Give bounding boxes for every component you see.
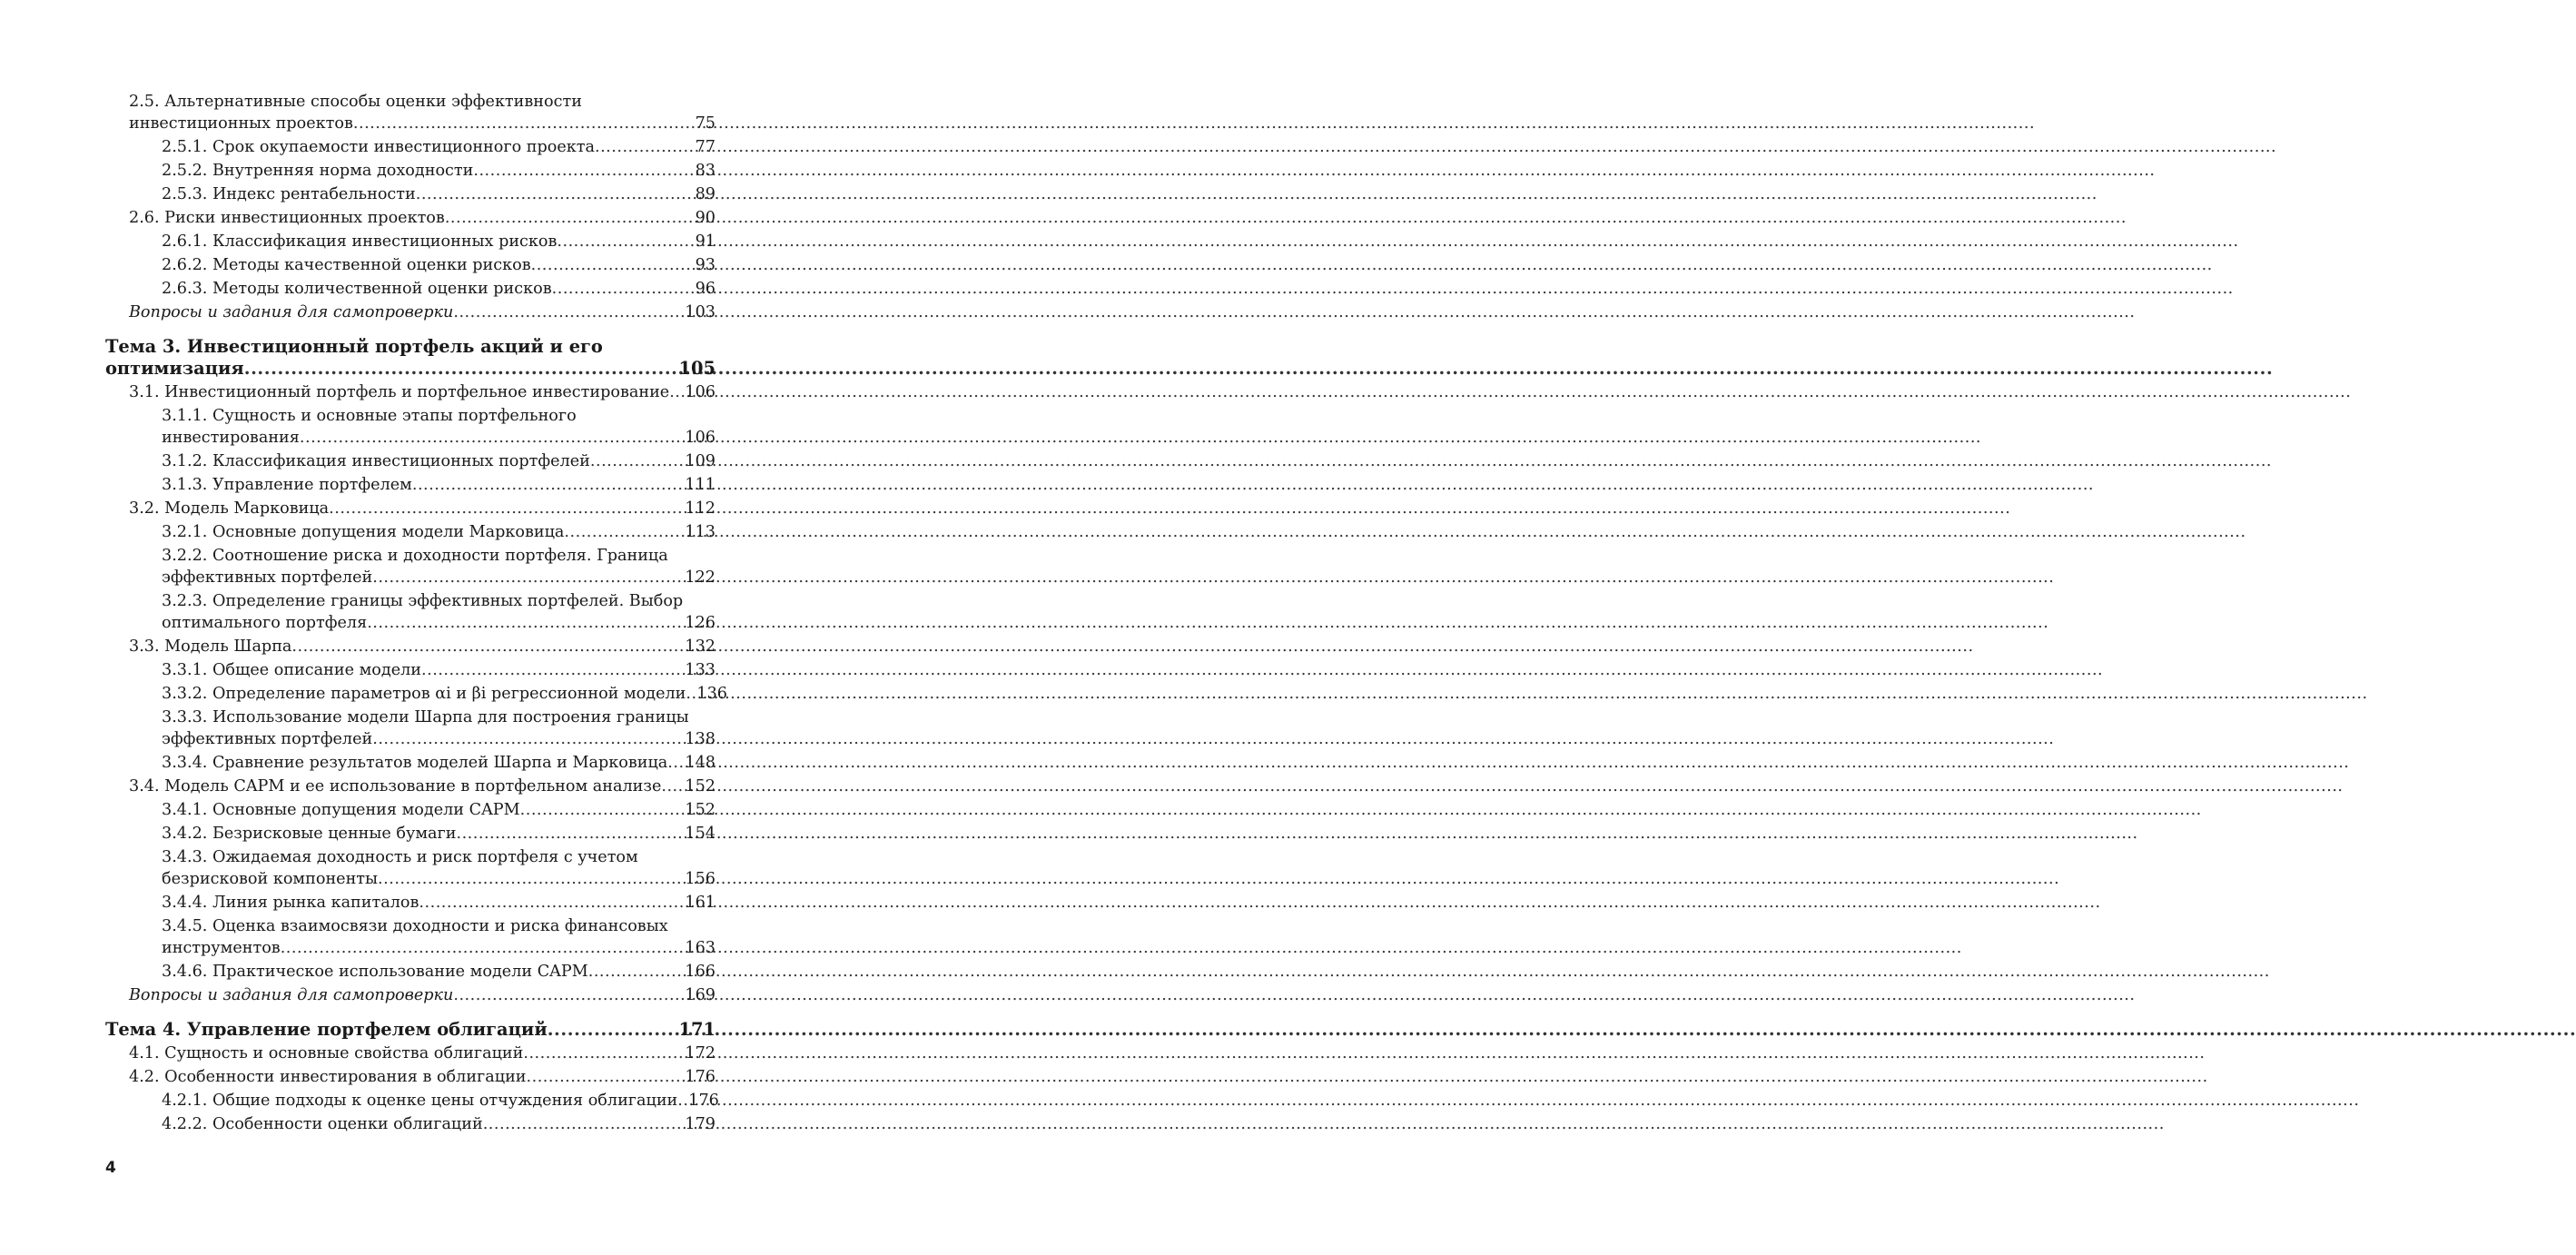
dot-leader [590, 450, 682, 472]
toc-entry [105, 846, 716, 890]
toc-entry [105, 207, 716, 229]
toc-entry-page: 111 [685, 476, 716, 494]
toc-entry-title: инвестирования [162, 429, 300, 447]
toc-entry [105, 498, 716, 519]
toc-entry-line [105, 1019, 716, 1041]
toc-entry-page: 109 [685, 452, 716, 470]
dot-leader [588, 961, 682, 983]
toc-entry-page: 75 [695, 114, 716, 133]
toc-entry-line [162, 1090, 719, 1112]
toc-entry-line [162, 937, 716, 959]
toc-entry-title: 3.2.1. Основные допущения модели Марковица [162, 523, 565, 541]
toc-entry-page: 152 [685, 777, 716, 795]
dot-leader [412, 474, 682, 496]
toc-entry-title: 2.6.1. Классификация инвестиционных рисков [162, 232, 558, 251]
toc-entry-title: 3.1.3. Управление портфелем [162, 476, 412, 494]
toc-entry-page: 122 [685, 568, 716, 587]
toc-entry-page: 106 [685, 383, 716, 401]
toc-entry-page: 126 [685, 614, 716, 632]
toc-entry [105, 1019, 716, 1041]
toc-entry-line [162, 545, 716, 567]
toc-entry [105, 636, 716, 657]
dot-leader [531, 254, 692, 276]
toc-entry [105, 659, 716, 681]
toc-entry-title: 3.4. Модель CAPM и ее использование в портфельном анализе [129, 777, 662, 795]
toc-entry-page: 169 [685, 986, 716, 1004]
toc-entry-title: 3.2. Модель Марковица [129, 499, 330, 518]
dot-leader [520, 799, 682, 821]
toc-entry-page: 105 [678, 358, 716, 379]
toc-entry [105, 1113, 716, 1135]
toc-entry-line [162, 915, 716, 937]
dot-leader [372, 728, 681, 750]
toc-entry-title: безрисковой компоненты [162, 870, 379, 888]
toc-entry [105, 892, 716, 914]
toc-entry-page: 161 [685, 894, 716, 912]
toc-entry-title: 2.6. Риски инвестиционных проектов [129, 209, 445, 227]
toc-entry-title: эффективных портфелей [162, 568, 373, 587]
toc-entry [105, 915, 716, 959]
toc-entry-line [129, 91, 716, 113]
toc-entry-page: 176 [685, 1068, 716, 1086]
dot-leader [456, 823, 681, 845]
dot-leader [372, 567, 681, 588]
toc-entry-title: 4.2. Особенности инвестирования в облигации [129, 1068, 527, 1086]
dot-leader [523, 1043, 681, 1064]
dot-leader [557, 231, 691, 252]
dot-leader [445, 207, 692, 229]
toc-entry-title: 3.3.1. Общее описание модели [162, 661, 422, 679]
toc-entry [105, 1090, 719, 1112]
toc-entry-page: 171 [678, 1019, 716, 1040]
toc-entry-line [162, 799, 716, 821]
toc-entry-line [162, 659, 716, 681]
toc-entry-title: 3.1. Инвестиционный портфель и портфельное инвестирование [129, 383, 670, 401]
dot-leader [453, 984, 681, 1006]
toc-entry [105, 1043, 716, 1064]
toc-entry [105, 984, 716, 1006]
dot-leader [527, 1066, 682, 1088]
toc-entry-title: 3.4.6. Практическое использование модели CAPM [162, 963, 588, 981]
dot-leader [661, 776, 681, 797]
toc-entry-line [105, 336, 716, 358]
toc-entry-page: 154 [685, 825, 716, 843]
toc-entry-page: 163 [685, 939, 716, 957]
toc-entry-line [162, 868, 716, 890]
toc-entry [105, 1066, 716, 1088]
toc-entry-line [162, 612, 716, 634]
toc-entry-line [162, 846, 716, 868]
dot-leader [595, 136, 692, 158]
toc-entry-title: эффективных портфелей [162, 730, 373, 748]
toc-entry [105, 301, 716, 323]
toc-entry-page: 132 [685, 637, 716, 656]
toc-entry-line [129, 301, 716, 323]
table-of-contents [105, 91, 728, 1135]
toc-entry-title: 2.5.1. Срок окупаемости инвестиционного проекта [162, 138, 595, 156]
dot-leader [367, 612, 681, 634]
toc-entry-line [162, 892, 716, 914]
toc-entry-title: 3.3. Модель Шарпа [129, 637, 292, 656]
toc-entry-title: Вопросы и задания для самопроверки [129, 303, 454, 321]
dot-leader [244, 358, 676, 380]
toc-entry-line [162, 405, 716, 427]
toc-entry-page: 138 [685, 730, 716, 748]
toc-entry-line [129, 113, 716, 134]
dot-leader [552, 278, 692, 300]
toc-entry [105, 823, 716, 845]
toc-entry-line [129, 207, 716, 229]
dot-leader [564, 521, 681, 543]
toc-entry [105, 91, 716, 134]
dot-leader [421, 659, 681, 681]
toc-entry-line [162, 823, 716, 845]
toc-entry-line [162, 474, 716, 496]
toc-entry-title: 3.3.3. Использование модели Шарпа для построения границы [162, 708, 689, 726]
toc-entry-title: оптимального портфеля [162, 614, 368, 632]
toc-entry-title: 2.6.2. Методы качественной оценки рисков [162, 256, 531, 274]
dot-leader [667, 752, 681, 774]
toc-entry-page: 103 [685, 303, 716, 321]
toc-entry [105, 278, 716, 300]
dot-leader [453, 301, 681, 323]
toc-entry-title: 2.5.3. Индекс рентабельности [162, 185, 416, 203]
toc-entry [105, 752, 716, 774]
toc-entry-page: 89 [695, 185, 716, 203]
toc-entry-title: 2.6.3. Методы количественной оценки рисков [162, 280, 552, 298]
toc-entry-page: 77 [695, 138, 716, 156]
toc-entry-page: 166 [685, 963, 716, 981]
toc-entry-title: Тема 3. Инвестиционный портфель акций и его [105, 336, 603, 357]
toc-entry-page: 172 [685, 1044, 716, 1062]
toc-entry [105, 545, 716, 588]
toc-entry-title: 2.5. Альтернативные способы оценки эффективности [129, 93, 582, 111]
toc-entry [105, 450, 716, 472]
dot-leader [686, 683, 693, 705]
dot-leader [416, 183, 692, 205]
toc-entry-title: Тема 4. Управление портфелем облигаций [105, 1019, 548, 1040]
toc-entry-page: 136 [696, 685, 728, 703]
dot-leader [669, 381, 681, 403]
dot-leader [281, 937, 682, 959]
toc-entry-title: 4.1. Сущность и основные свойства облигаций [129, 1044, 524, 1062]
toc-entry [105, 799, 716, 821]
toc-entry-page: 133 [685, 661, 716, 679]
toc-entry-line [105, 358, 716, 380]
toc-entry-line [162, 961, 716, 983]
toc-entry-line [162, 231, 716, 252]
toc-entry-title: 2.5.2. Внутренняя норма доходности [162, 162, 474, 180]
toc-entry-line [162, 521, 716, 543]
toc-entry [105, 405, 716, 449]
toc-entry [105, 183, 716, 205]
toc-entry [105, 160, 716, 182]
dot-leader [483, 1113, 682, 1135]
toc-entry [105, 707, 716, 750]
toc-entry [105, 381, 716, 403]
toc-entry [105, 521, 716, 543]
toc-entry-page: 113 [685, 523, 716, 541]
toc-entry-page: 152 [685, 801, 716, 819]
toc-entry-title: инвестиционных проектов [129, 114, 353, 133]
dot-leader [677, 1090, 685, 1112]
toc-entry-line [129, 1043, 716, 1064]
toc-entry-line [129, 381, 716, 403]
page-number: 4 [105, 1159, 116, 1177]
toc-entry-line [162, 683, 728, 705]
toc-entry-line [162, 160, 716, 182]
toc-entry-page: 91 [695, 232, 716, 251]
toc-entry-title: 3.4.4. Линия рынка капиталов [162, 894, 419, 912]
toc-entry-line [162, 136, 716, 158]
toc-entry-line [129, 498, 716, 519]
toc-entry-title: 3.4.3. Ожидаемая доходность и риск портфеля с учетом [162, 848, 638, 866]
toc-entry [105, 136, 716, 158]
toc-entry-title: оптимизация [105, 358, 244, 379]
toc-entry-page: 90 [695, 209, 716, 227]
toc-entry [105, 336, 716, 380]
toc-entry-title: 3.1.2. Классификация инвестиционных портфелей [162, 452, 590, 470]
toc-entry-line [129, 776, 716, 797]
toc-entry-line [162, 254, 716, 276]
dot-leader [473, 160, 691, 182]
dot-leader [353, 113, 692, 134]
toc-entry [105, 474, 716, 496]
toc-entry-title: Вопросы и задания для самопроверки [129, 986, 454, 1004]
toc-entry [105, 683, 728, 705]
toc-entry-title: 3.3.4. Сравнение результатов моделей Шарпа и Марковица [162, 754, 668, 772]
toc-entry-line [162, 450, 716, 472]
toc-entry-title: 3.1.1. Сущность и основные этапы портфельного [162, 407, 577, 425]
toc-entry-line [162, 567, 716, 588]
toc-entry-page: 112 [685, 499, 716, 518]
toc-entry-page: 148 [685, 754, 716, 772]
toc-entry-page: 83 [695, 162, 716, 180]
toc-entry-title: 3.2.2. Соотношение риска и доходности портфеля. Граница [162, 547, 668, 565]
toc-entry-line [162, 590, 716, 612]
toc-entry-title: 3.4.2. Безрисковые ценные бумаги [162, 825, 457, 843]
toc-entry-line [129, 1066, 716, 1088]
toc-entry-page: 179 [685, 1115, 716, 1133]
toc-entry-line [162, 427, 716, 449]
toc-entry-line [162, 707, 716, 728]
toc-entry-line [162, 728, 716, 750]
toc-entry-page: 106 [685, 429, 716, 447]
toc-entry-title: 3.4.5. Оценка взаимосвязи доходности и риска финансовых [162, 917, 668, 935]
toc-entry [105, 254, 716, 276]
dot-leader [419, 892, 681, 914]
toc-entry-line [129, 636, 716, 657]
toc-entry-page: 176 [688, 1092, 719, 1110]
toc-entry-line [162, 183, 716, 205]
dot-leader [291, 636, 681, 657]
toc-entry-line [162, 752, 716, 774]
toc-entry-page: 96 [695, 280, 716, 298]
toc-entry-title: 3.3.2. Определение параметров αi и βi регрессионной модели [162, 685, 686, 703]
toc-entry-title: инструментов [162, 939, 281, 957]
dot-leader [378, 868, 681, 890]
dot-leader [329, 498, 681, 519]
dot-leader [300, 427, 682, 449]
toc-entry-line [162, 278, 716, 300]
toc-entry-page: 156 [685, 870, 716, 888]
toc-entry-page: 93 [695, 256, 716, 274]
toc-entry [105, 231, 716, 252]
toc-entry [105, 961, 716, 983]
toc-entry-title: 3.2.3. Определение границы эффективных портфелей. Выбор [162, 592, 684, 610]
toc-entry-title: 4.2.1. Общие подходы к оценке цены отчуждения облигации [162, 1092, 678, 1110]
toc-entry-line [129, 984, 716, 1006]
toc-entry-line [162, 1113, 716, 1135]
toc-entry [105, 776, 716, 797]
toc-entry-title: 3.4.1. Основные допущения модели CAPM [162, 801, 520, 819]
toc-entry [105, 590, 716, 634]
toc-entry-title: 4.2.2. Особенности оценки облигаций [162, 1115, 483, 1133]
dot-leader [548, 1019, 676, 1041]
